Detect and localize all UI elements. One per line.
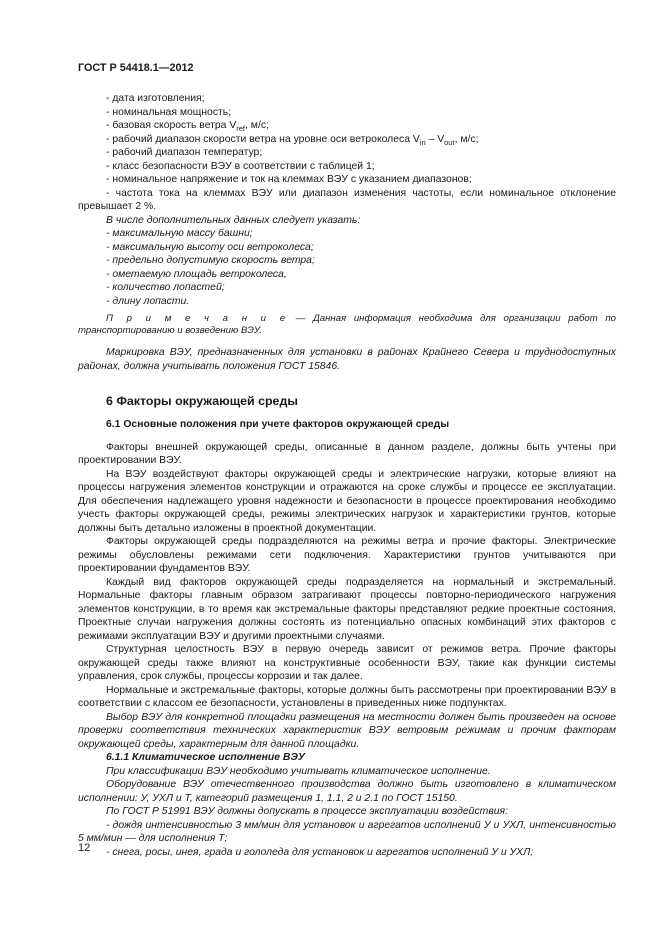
marking-paragraph: Маркировка ВЭУ, предназначенных для установки в районах Крайнего Севера и труднодоступных районах, должна учитывать положения ГОСТ 15846. — [78, 347, 616, 372]
list-item: - длину лопасти. — [106, 295, 190, 307]
document-header: ГОСТ Р 54418.1—2012 — [78, 62, 194, 74]
paragraph: Факторы внешней окружающей среды, описанные в данном разделе, должны быть учтены при проектировании ВЭУ. — [78, 441, 616, 466]
note-label: П р и м е ч а н и е — [106, 313, 289, 324]
list-item: - дата изготовления; — [106, 93, 205, 104]
paragraph: Выбор ВЭУ для конкретной площадки размещения на местности должен быть произведен на основе проверки соответствия технических характеристик ВЭУ ветровым режимам и прочим факторам окружающей среды, характерным для данной площадки. — [78, 711, 616, 750]
list-item: - базовая скорость ветра $V_{ref}$, м/с; — [106, 120, 269, 134]
page-content — [78, 92, 616, 859]
list-item: - частота тока на клеммах ВЭУ или диапазон изменения частоты, если номинальное отклонение превышает 2 %. — [78, 187, 616, 212]
paragraph: Факторы окружающей среды подразделяются на режимы ветра и прочие факторы. Электрические режимы обусловлены режимами сети подключения. Характеристики грунтов учитываются при проектировании фундаментов ВЭУ. — [78, 536, 616, 574]
section-heading: 6 Факторы окружающей среды — [106, 394, 298, 408]
list-item: - номинальная мощность; — [106, 106, 232, 118]
list-item: - рабочий диапазон скорости ветра на уровне оси ветроколеса $V_{in} - V_{out}$, м/с; — [106, 133, 479, 147]
list-item: - дождя интенсивностью 3 мм/мин для установок и агрегатов исполнений У и УХЛ, интенсивностью 5 мм/мин — для исполнения Т; — [78, 819, 616, 844]
paragraph: Каждый вид факторов окружающей среды подразделяется на нормальный и экстремальный. Нормальные факторы главным образом затрагивают процессы повторно-периодического нагружения элементов конструкции, в то время как экстремальные факторы представляют редкие проектные состояния. Проектные случаи нагружения должны состоять из потенциально опасных комбинаций этих факторов с режимами эксплуатации ВЭУ и другими проектными случаями. — [78, 576, 616, 642]
paragraph: На ВЭУ воздействуют факторы окружающей среды и электрические нагрузки, которые влияют на процессы нагружения элементов конструкции и отражаются на сроке службы и процессе ее эксплуатации. Для обеспечения надлежащего уровня надежности и безопасности в процессе проектирования необходимо учесть факторы окружающей среды, режимы электрических нагрузок и характеристики грунтов, которые должны быть детально изложены в проектной документации. — [78, 468, 616, 534]
paragraph: При классификации ВЭУ необходимо учитывать климатическое исполнение. — [106, 765, 491, 777]
paragraph: Нормальные и экстремальные факторы, которые должны быть рассмотрены при проектировании ВЭУ в соответствии с классом ее безопасности, установлены в приведенных ниже подпунктах. — [78, 684, 616, 709]
list-item: - рабочий диапазон температур; — [106, 147, 263, 158]
list-item: - класс безопасности ВЭУ в соответствии с таблицей 1; — [106, 160, 375, 172]
paragraph: Оборудование ВЭУ отечественного производства должно быть изготовлено в климатическом исполнении: У, УХЛ и Т, категорий размещения 1, 1.1, 2 и 2.1 по ГОСТ 15150. — [78, 779, 616, 804]
list-item: - предельно допустимую скорость ветра; — [106, 255, 315, 266]
page-number: 12 — [78, 842, 91, 854]
list-item: - ометаемую площадь ветроколеса, — [106, 268, 287, 280]
list-item: - максимальную массу башни; — [106, 228, 253, 239]
list-item: - количество лопастей; — [106, 282, 225, 293]
paragraph: Структурная целостность ВЭУ в первую очередь зависит от режимов ветра. Прочие факторы окружающей среды также влияют на конструктивные особенности ВЭУ, такие как функции системы управления, срок службы, процессы коррозии и так далее. — [78, 644, 616, 682]
subsubsection-heading: 6.1.1 Климатическое исполнение ВЭУ — [106, 752, 305, 763]
paragraph: По ГОСТ Р 51991 ВЭУ должны допускать в процессе эксплуатации воздействия: — [106, 806, 508, 817]
note: П р и м е ч а н и е — Данная информация необходима для организации работ по транспортированию и возведению ВЭУ. — [78, 313, 617, 336]
subsection-heading: 6.1 Основные положения при учете факторов окружающей среды — [106, 419, 450, 430]
list-item: - максимальную высоту оси ветроколеса; — [106, 241, 314, 253]
list-item: - номинальное напряжение и ток на клеммах ВЭУ с указанием диапазонов; — [106, 174, 472, 185]
extra-data-intro: В числе дополнительных данных следует указать: — [106, 214, 361, 226]
list-item: - снега, росы, инея, града и гололеда для установок и агрегатов исполнений У и УХЛ; — [106, 846, 534, 858]
